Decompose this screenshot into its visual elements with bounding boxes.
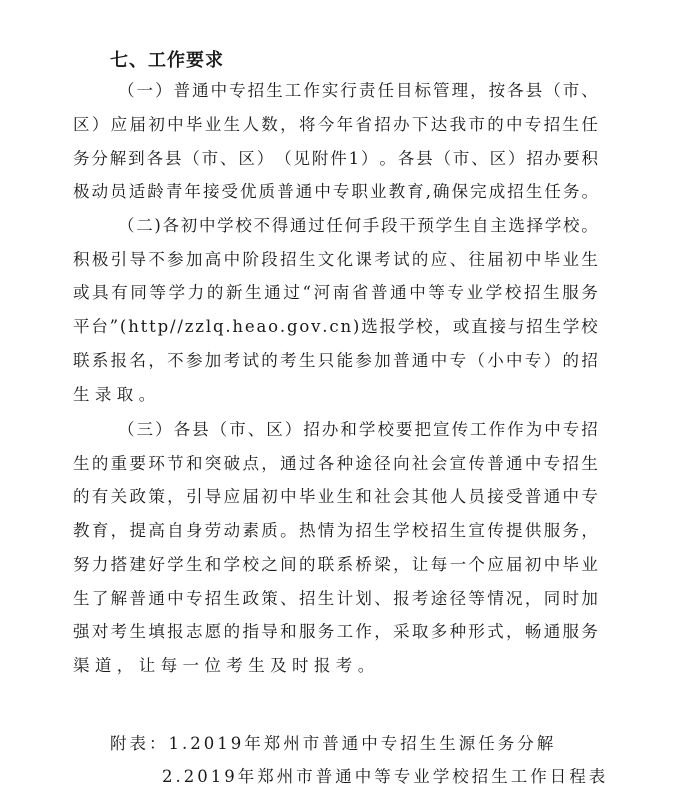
paragraph-2-line-5: 联 系 报 名 ， 不 参 加 考 试 的 考 生 只 能 参 加 普 通 中 专 （ 小 中 专 ） 的 招 — [73, 351, 598, 370]
paragraph-1-line-1: （ 一 ） 普 通 中 专 招 生 工 作 实 行 责 任 目 标 管 理 ， 按 各 县 （ 市 、 — [118, 81, 598, 100]
paragraph-3-line-5: 努 力 搭 建 好 学 生 和 学 校 之 间 的 联 系 桥 梁 ， 让 每 一 个 应 届 初 中 毕 业 — [73, 555, 598, 574]
attachment-item-2: 2.2019年郑州市普通中等专业学校招生工作日程表 — [162, 767, 609, 786]
attachment-label: 附表： — [110, 734, 169, 753]
paragraph-3-line-6: 生 了 解 普 通 中 专 招 生 政 策 、 招 生 计 划 、 报 考 途 径 等 情 况 ， 同 时 加 — [73, 589, 598, 608]
paragraph-3-line-2: 生 的 重 要 环 节 和 突 破 点 ， 通 过 各 种 途 径 向 社 会 宣 传 普 通 中 专 招 生 — [73, 454, 598, 473]
paragraph-1-line-3: 务 分 解 到 各 县 （ 市 、 区 ） （ 见 附 件 1 ） 。 各 县 （ 市 、 区 ） 招 办 要 积 — [73, 149, 598, 168]
paragraph-1-line-2: 区 ） 应 届 初 中 毕 业 生 人 数 ， 将 今 年 省 招 办 下 达 我 市 的 中 专 招 生 任 — [73, 115, 598, 134]
paragraph-3-line-3: 的 有 关 政 策 ， 引 导 应 届 初 中 毕 业 生 和 社 会 其 他 人 员 接 受 普 通 中 专 — [73, 487, 598, 506]
paragraph-2-line-4: 平 台 ” ( h t t p / / z z l q . h e a o . g o v . c n ) 选 报 学 校 ， 或 直 接 与 招 生 学 校 — [73, 317, 598, 336]
paragraph-3-line-8: 渠道，让每一位考生及时报考。 — [73, 656, 380, 675]
paragraph-2-line-6: 生录取。 — [73, 385, 161, 404]
paragraph-3-line-4: 教 育 ， 提 高 自 身 劳 动 素 质 。 热 情 为 招 生 学 校 招 生 宣 传 提 供 服 务 ， — [73, 521, 598, 540]
paragraph-3-line-1: （ 三 ） 各 县 （ 市 、 区 ） 招 办 和 学 校 要 把 宣 传 工 作 作 为 中 专 招 — [118, 420, 598, 439]
paragraph-2-line-3: 或 具 有 同 等 学 力 的 新 生 通 过 “ 河 南 省 普 通 中 等 专 业 学 校 招 生 服 务 — [73, 283, 598, 302]
paragraph-2-line-2: 积 极 引 导 不 参 加 高 中 阶 段 招 生 文 化 课 考 试 的 应 、 往 届 初 中 毕 业 生 — [73, 250, 598, 269]
paragraph-2-line-1: （ 二 ) 各 初 中 学 校 不 得 通 过 任 何 手 段 干 预 学 生 自 主 选 择 学 校 。 — [118, 216, 598, 235]
attachment-list-item-1 — [110, 733, 556, 755]
paragraph-3-line-7: 强 对 考 生 填 报 志 愿 的 指 导 和 服 务 工 作 ， 采 取 多 种 形 式 ， 畅 通 服 务 — [73, 622, 598, 641]
paragraph-1-line-4: 极 动 员 适 龄 青 年 接 受 优 质 普 通 中 专 职 业 教 育 , 确 保 完 成 招 生 任 务 。 — [73, 182, 598, 201]
section-heading: 七、工作要求 — [110, 50, 224, 71]
attachment-item-1: 1.2019年郑州市普通中专招生生源任务分解 — [168, 734, 557, 753]
attachment-list-item-2 — [162, 766, 608, 788]
